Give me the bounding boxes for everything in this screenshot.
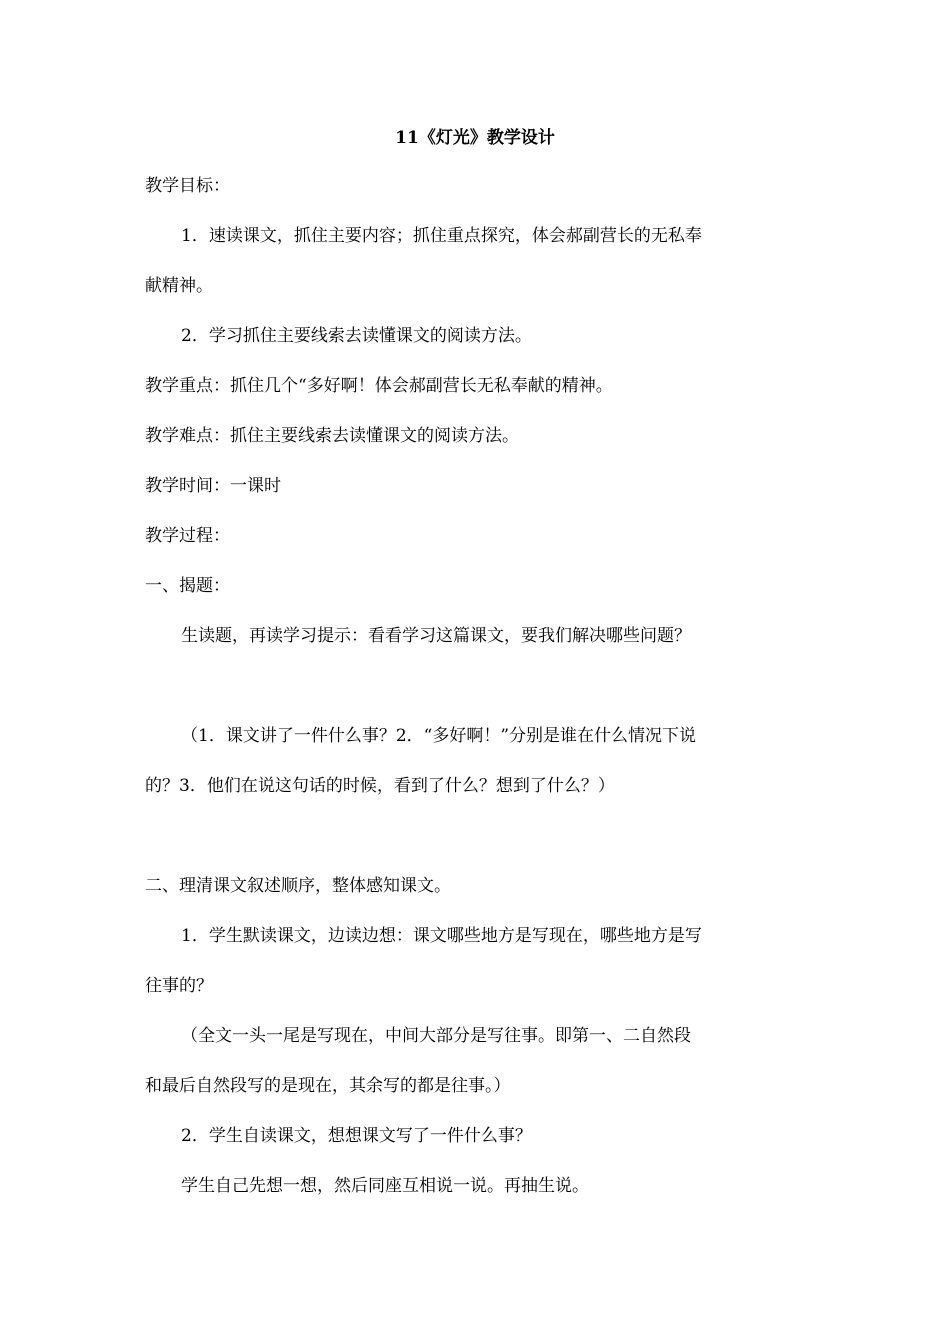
- paragraph-step-2-activity: 学生自己先想一想，然后同座互相说一说。再抽生说。: [181, 1176, 589, 1196]
- paragraph-step-1: 1．学生默读课文，边读边想：课文哪些地方是写现在，哪些地方是写往事的？: [145, 926, 702, 996]
- paragraph-reading-prompt: 生读题，再读学习提示：看看学习这篇课文，要我们解决哪些问题？: [181, 626, 691, 646]
- paragraph-key-point: 教学重点：抓住几个“多好啊！体会郝副营长无私奉献的精神。: [145, 376, 613, 396]
- paragraph-objective-2: 2．学习抓住主要线索去读懂课文的阅读方法。: [181, 326, 532, 346]
- paragraph-section-1-heading: 一、揭题：: [145, 576, 230, 596]
- paragraph-step-1-answer: （全文一头一尾是写现在，中间大部分是写往事。即第一、二自然段和最后自然段写的是现在，其余写的都是往事。）: [145, 1026, 691, 1096]
- document-title: 11《灯光》教学设计: [395, 128, 555, 148]
- paragraph-process-heading: 教学过程：: [145, 526, 230, 546]
- paragraph-questions: （1．课文讲了一件什么事？2．“多好啊！”分别是谁在什么情况下说的？3．他们在说这句话的时候，看到了什么？想到了什么？）: [145, 726, 697, 796]
- paragraph-step-2: 2．学生自读课文，想想课文写了一件什么事？: [181, 1126, 532, 1146]
- paragraph-section-2-heading: 二、理清课文叙述顺序，整体感知课文。: [145, 876, 451, 896]
- paragraph-objective-1: 1．速读课文，抓住主要内容；抓住重点探究，体会郝副营长的无私奉献精神。: [145, 226, 702, 296]
- paragraph-objectives-heading: 教学目标：: [145, 176, 230, 196]
- paragraph-time: 教学时间：一课时: [145, 476, 281, 496]
- paragraph-difficulty: 教学难点：抓住主要线索去读懂课文的阅读方法。: [145, 426, 519, 446]
